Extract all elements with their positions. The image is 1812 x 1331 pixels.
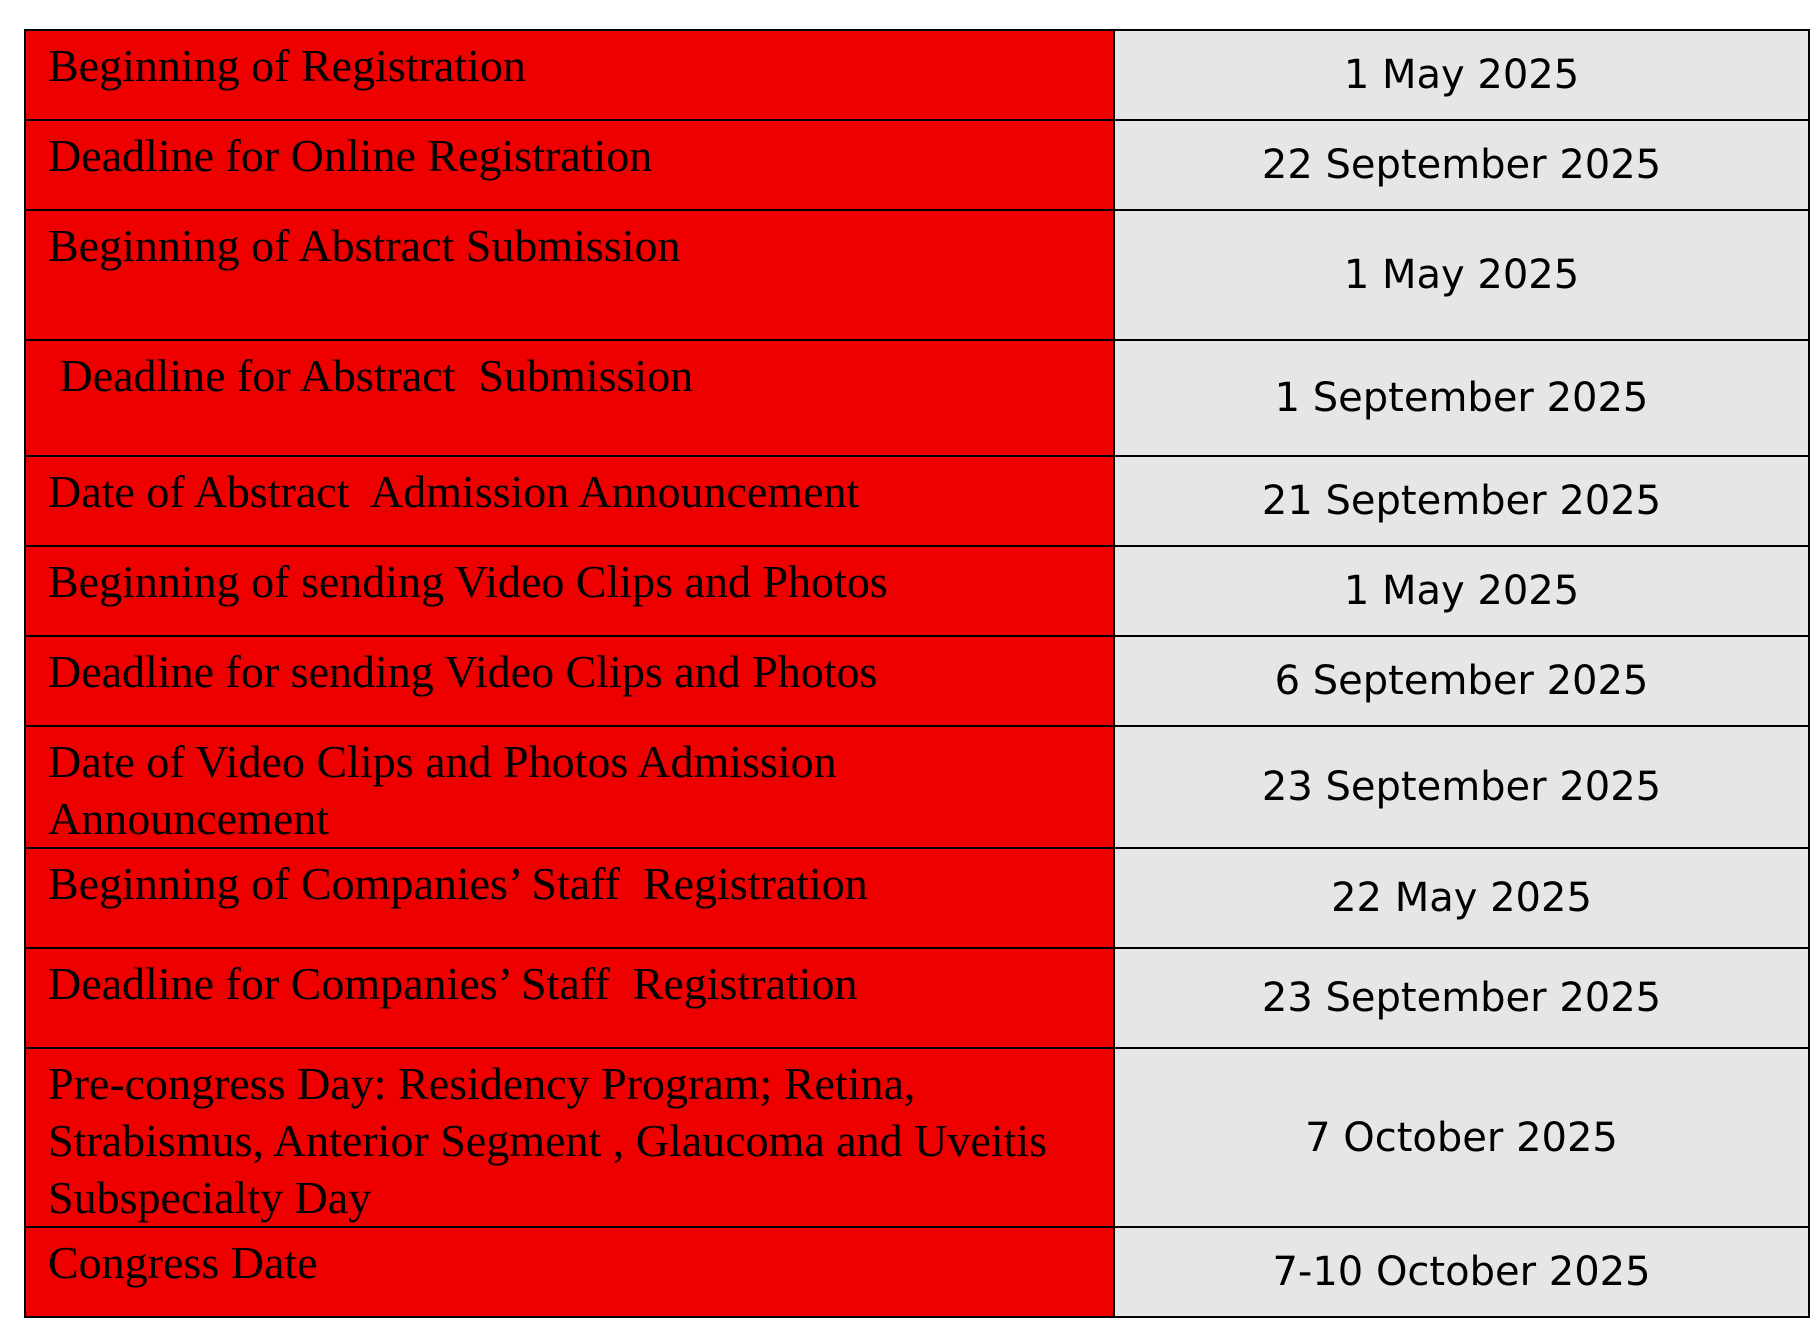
event-cell: Beginning of Companies’ Staff Registration [25,848,1114,948]
date-cell: 1 May 2025 [1114,546,1809,636]
table-row [25,848,1809,948]
event-cell: Deadline for sending Video Clips and Photos [25,636,1114,726]
table-row [25,726,1809,848]
date-cell: 22 May 2025 [1114,848,1809,948]
event-cell: Beginning of sending Video Clips and Photos [25,546,1114,636]
table-row [25,1227,1809,1317]
event-cell: Deadline for Companies’ Staff Registration [25,948,1114,1048]
table-row [25,210,1809,340]
event-cell: Date of Abstract Admission Announcement [25,456,1114,546]
table-row [25,120,1809,210]
event-cell: Deadline for Online Registration [25,120,1114,210]
date-cell: 22 September 2025 [1114,120,1809,210]
date-cell: 23 September 2025 [1114,948,1809,1048]
table-row [25,340,1809,456]
date-cell: 6 September 2025 [1114,636,1809,726]
date-cell: 23 September 2025 [1114,726,1809,848]
date-cell: 21 September 2025 [1114,456,1809,546]
event-cell: Beginning of Abstract Submission [25,210,1114,340]
date-cell: 7-10 October 2025 [1114,1227,1809,1317]
event-cell: Date of Video Clips and Photos Admission Announcement [25,726,1114,848]
date-cell: 1 May 2025 [1114,30,1809,120]
table-row [25,948,1809,1048]
date-cell: 1 May 2025 [1114,210,1809,340]
date-cell: 1 September 2025 [1114,340,1809,456]
table-row [25,456,1809,546]
table-row [25,1048,1809,1227]
important-dates-table [24,29,1810,1318]
table-row [25,636,1809,726]
event-cell: Deadline for Abstract Submission [25,340,1114,456]
event-cell: Pre-congress Day: Residency Program; Retina, Strabismus, Anterior Segment , Glaucoma and Uveitis Subspecialty Day [25,1048,1114,1227]
event-cell: Congress Date [25,1227,1114,1317]
event-cell: Beginning of Registration [25,30,1114,120]
table-row [25,30,1809,120]
date-cell: 7 October 2025 [1114,1048,1809,1227]
table-row [25,546,1809,636]
